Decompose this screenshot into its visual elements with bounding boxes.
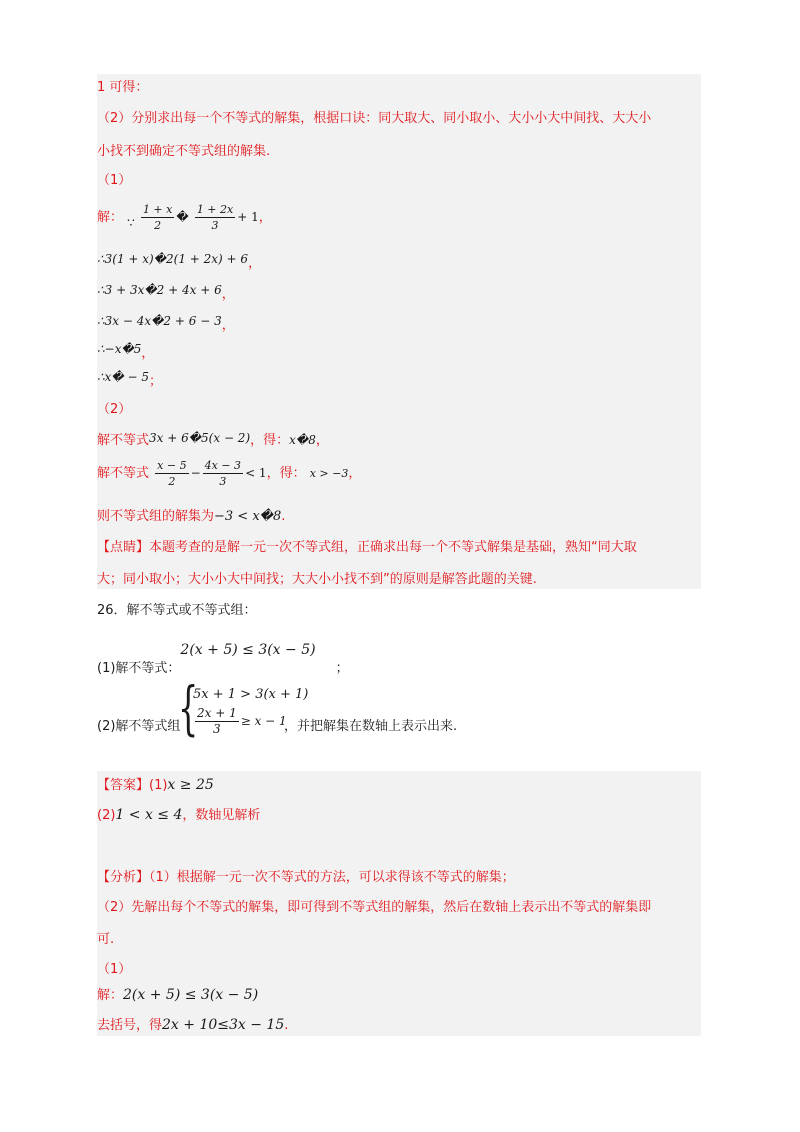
question-part-2-tail: ，并把解集在数轴上表示出来. (284, 719, 458, 734)
math-line (97, 455, 361, 492)
system-row-2 (193, 703, 287, 740)
math-line (97, 312, 235, 335)
fraction (155, 458, 188, 489)
label: 解： (97, 210, 124, 225)
question-part-2-label: (2)解不等式组 (97, 719, 181, 734)
punct: . (284, 1018, 289, 1033)
label: 去括号，得 (97, 1018, 163, 1033)
text-line: 小找不到确定不等式组的解集. (97, 144, 271, 159)
math-line (97, 429, 329, 450)
math-line (97, 508, 285, 526)
math-line (97, 198, 272, 242)
math-expr: x > −3 (309, 467, 349, 480)
relation: ≥ x − 1 (240, 714, 287, 728)
numerator: x − 5 (157, 459, 187, 472)
question-part-1 (97, 630, 349, 689)
analysis-line (97, 986, 258, 1005)
analysis-line: （1） (97, 962, 132, 977)
relation: � (176, 210, 189, 224)
punct: . (281, 509, 286, 524)
numerator: 4x − 3 (204, 459, 242, 472)
denominator: 2 (154, 219, 162, 232)
label: ，得： (266, 466, 306, 481)
math-line (97, 368, 162, 391)
punct: ； (335, 661, 349, 676)
math-line (97, 250, 261, 273)
label: 则不等式组的解集为 (97, 509, 215, 524)
relation: < 1 (245, 466, 267, 480)
math-expr: 1 < x ≤ 4 (115, 807, 183, 823)
label: (1)解不等式： (97, 661, 181, 676)
label: 解不等式 (97, 433, 150, 448)
analysis-line: （2）先解出每个不等式的解集，即可得到不等式组的解集，然后在数轴上表示出不等式的解集即 (97, 900, 652, 915)
punct: ， (248, 256, 262, 271)
system-row-1: 5x + 1 > 3(x + 1) (193, 687, 309, 702)
label: 解不等式 (97, 466, 150, 481)
text-line: 【点睛】本题考查的是解一元一次不等式组，正确求出每一个不等式解集是基础，熟知“同大取 (97, 540, 637, 555)
math-expr: 2(x + 5) ≤ 3(x − 5) (123, 987, 259, 1003)
text-line: 1 可得： (97, 80, 149, 95)
punct: ， (221, 318, 235, 333)
text-line: （2）分别求出每一个不等式的解集，根据口诀：同大取大、同小取小、大小小大中间找、大大小 (97, 111, 652, 126)
label: ，得： (250, 433, 290, 448)
math-expr: ∴3x − 4x�2 + 6 − 3 (97, 314, 222, 328)
numerator: 2x + 1 (197, 706, 237, 720)
fraction (203, 458, 243, 489)
punct: ， (141, 346, 155, 361)
fraction (195, 202, 235, 233)
punct: ， (348, 466, 362, 481)
answer-line-2 (97, 806, 260, 825)
math-expr: x ≥ 25 (167, 777, 214, 793)
analysis-line: 【分析】（1）根据解一元一次不等式的方法，可以求得该不等式的解集； (97, 870, 515, 885)
numerator: 1 + 2x (196, 203, 234, 216)
math-expr: 2(x + 5) ≤ 3(x − 5) (180, 642, 316, 658)
because-symbol: ∵ (127, 216, 135, 230)
math-expr: 2x + 10≤3x − 15 (162, 1017, 285, 1033)
math-expr: ∴x� − 5 (97, 370, 150, 384)
label: 【答案】(1) (97, 778, 168, 793)
text-line: （1） (97, 173, 132, 188)
operator: − (190, 466, 201, 480)
denominator: 3 (213, 722, 221, 736)
math-expr: ∴−x�5 (97, 342, 142, 356)
math-expr: ∴3 + 3x�2 + 4x + 6 (97, 283, 222, 297)
punct: ， (315, 433, 329, 448)
analysis-line (97, 1016, 288, 1035)
denominator: 3 (219, 475, 227, 488)
label: ，数轴见解析 (182, 808, 261, 823)
fraction (141, 202, 174, 233)
fraction (195, 706, 239, 737)
answer-line-1 (97, 776, 214, 795)
analysis-line: 可. (97, 932, 115, 947)
text-line: 大；同小取小；大小小大中间找；大大小小找不到”的原则是解答此题的关键. (97, 572, 537, 587)
punct: ， (258, 210, 272, 225)
label: 解： (97, 988, 124, 1003)
math-line (97, 340, 154, 363)
punct: ； (149, 374, 163, 389)
math-expr: ∴3(1 + x)�2(1 + 2x) + 6 (97, 252, 249, 266)
label: (2) (97, 808, 116, 823)
numerator: 1 + x (142, 203, 173, 216)
punct: ， (221, 287, 235, 302)
math-expr: −3 < x�8 (214, 509, 282, 524)
math-expr: x�8 (289, 433, 316, 447)
denominator: 2 (168, 475, 176, 488)
denominator: 3 (211, 219, 219, 232)
question-title: 26．解不等式或不等式组： (97, 603, 257, 618)
math-line (97, 281, 235, 304)
math-expr: 3x + 6�5(x − 2) (149, 431, 251, 445)
system-brace: { (178, 674, 199, 742)
term: + 1 (237, 210, 259, 224)
text-line: （2） (97, 402, 132, 417)
